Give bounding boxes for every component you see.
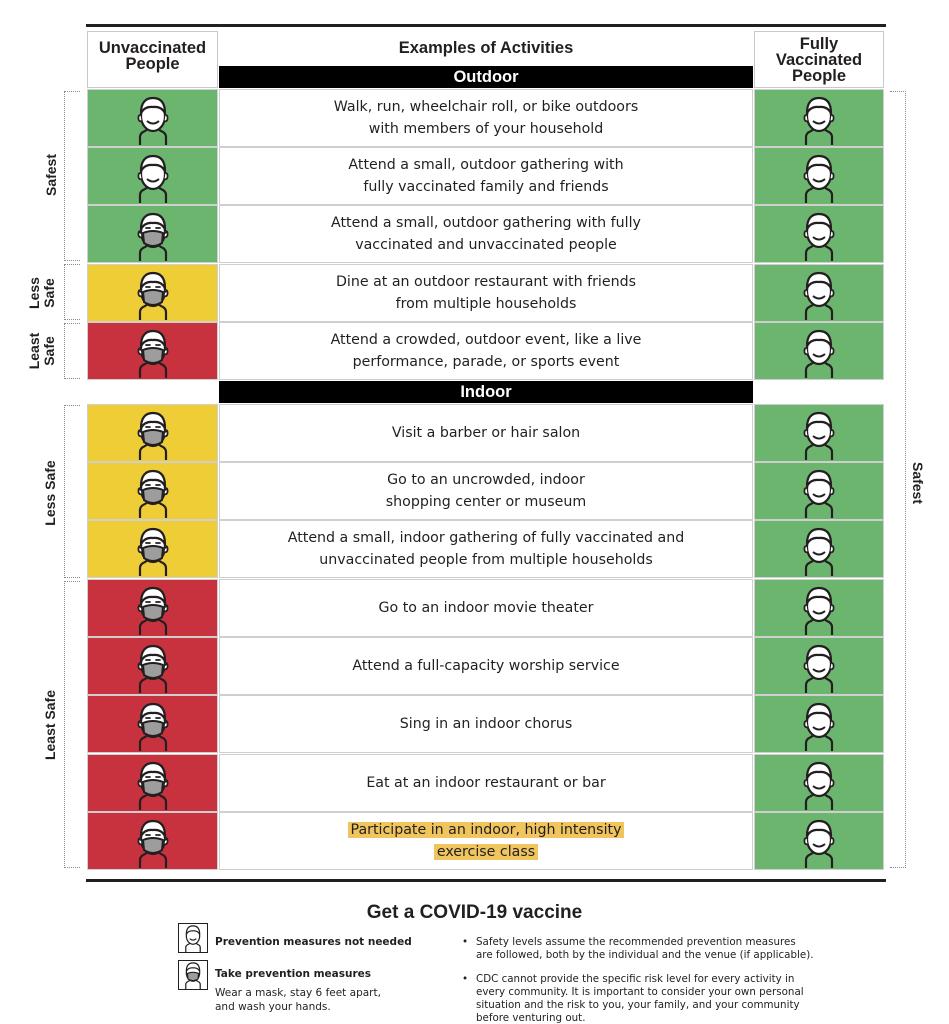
unvaccinated-risk-cell	[87, 322, 218, 380]
label-indoor-less-safe: Less Safe	[41, 460, 58, 526]
activity-line: Dine at an outdoor restaurant with friends	[336, 274, 636, 290]
footer-title: Get a COVID-19 vaccine	[366, 902, 583, 923]
header-activities	[219, 33, 753, 63]
activity-line: Sing in an indoor chorus	[399, 716, 573, 732]
unvaccinated-risk-cell	[87, 520, 218, 578]
section-outdoor-label: Outdoor	[453, 67, 519, 86]
activity-line: unvaccinated people from multiple households	[319, 552, 653, 568]
vaccinated-risk-cell	[754, 205, 884, 263]
vaccinated-risk-cell	[754, 579, 884, 637]
header-unvaccinated-label: Unvaccinated People	[98, 38, 207, 73]
vaccinated-risk-cell	[754, 264, 884, 322]
bracket-indoor-least-safe	[64, 581, 80, 868]
activity-line: Attend a small, indoor gathering of fully vaccinated and	[287, 530, 685, 546]
activity-text	[331, 212, 641, 256]
activity-line: Attend a small, outdoor gathering with	[348, 157, 624, 173]
vaccinated-risk-cell	[754, 322, 884, 380]
vaccinated-risk-cell	[754, 404, 884, 462]
top-rule	[86, 24, 886, 27]
activity-cell	[219, 812, 753, 870]
activity-text	[386, 469, 586, 513]
activity-text	[288, 527, 685, 571]
unmasked-face-icon	[797, 91, 841, 145]
unvaccinated-risk-cell	[87, 147, 218, 205]
section-band-outdoor	[219, 66, 753, 88]
activity-text	[352, 655, 619, 677]
unmasked-face-icon	[797, 697, 841, 751]
activity-text	[348, 154, 623, 198]
activity-cell	[219, 89, 753, 147]
unmasked-face-icon	[178, 923, 208, 953]
unvaccinated-risk-cell	[87, 404, 218, 462]
masked-face-icon	[131, 581, 175, 635]
masked-face-icon	[178, 960, 208, 990]
activity-line: from multiple households	[395, 296, 577, 312]
unvaccinated-risk-cell	[87, 754, 218, 812]
legend-measures-label: Take prevention measures	[215, 968, 372, 980]
unvaccinated-risk-cell	[87, 462, 218, 520]
bracket-outdoor-safest	[64, 91, 80, 261]
unmasked-face-icon	[797, 522, 841, 576]
masked-face-icon	[131, 207, 175, 261]
activity-text	[392, 422, 580, 444]
masked-face-icon	[131, 697, 175, 751]
vaccinated-risk-cell	[754, 520, 884, 578]
activity-line: shopping center or museum	[385, 494, 587, 510]
unmasked-face-icon	[797, 207, 841, 261]
masked-face-icon	[131, 406, 175, 460]
header-vaccinated	[754, 31, 884, 88]
unmasked-face-icon	[797, 324, 841, 378]
unvaccinated-risk-cell	[87, 264, 218, 322]
unvaccinated-risk-cell	[87, 812, 218, 870]
bracket-right-safest	[890, 91, 906, 868]
vaccinated-risk-cell	[754, 637, 884, 695]
activity-text	[336, 271, 636, 315]
activity-line: vaccinated and unvaccinated people	[355, 237, 617, 253]
activity-cell	[219, 695, 753, 753]
activity-text	[400, 713, 572, 735]
bracket-outdoor-less-safe	[64, 264, 80, 320]
unvaccinated-risk-cell	[87, 695, 218, 753]
legend-measures-desc: Wear a mask, stay 6 feet apart, and wash your hands.	[215, 987, 381, 1013]
label-outdoor-least-safe: Least Safe	[26, 332, 57, 370]
header-vaccinated-label: Fully Vaccinated People	[775, 34, 863, 85]
activity-line: Go to an indoor movie theater	[378, 600, 594, 616]
bracket-indoor-less-safe	[64, 405, 80, 578]
activity-line: Attend a crowded, outdoor event, like a live	[330, 332, 642, 348]
label-right-safest: Safest	[910, 461, 927, 505]
activity-cell	[219, 264, 753, 322]
activity-cell	[219, 579, 753, 637]
masked-face-icon	[131, 756, 175, 810]
bracket-outdoor-least-safe	[64, 323, 80, 379]
activity-line: Go to an uncrowded, indoor	[387, 472, 585, 488]
activity-line: Attend a small, outdoor gathering with fully	[331, 215, 641, 231]
activity-cell	[219, 520, 753, 578]
activity-line: Eat at an indoor restaurant or bar	[366, 775, 606, 791]
masked-face-icon	[131, 639, 175, 693]
activity-text	[331, 329, 642, 373]
unmasked-face-icon	[797, 406, 841, 460]
activity-text	[379, 597, 594, 619]
unmasked-face-icon	[797, 464, 841, 518]
activity-line: performance, parade, or sports event	[352, 354, 620, 370]
footer-note-1: • Safety levels assume the recommended prevention measures are followed, both by the individual and the venue (if applicable).	[462, 936, 822, 962]
activity-line: fully vaccinated family and friends	[363, 179, 609, 195]
activity-cell	[219, 754, 753, 812]
activity-cell	[219, 462, 753, 520]
section-indoor-label: Indoor	[460, 382, 512, 401]
section-band-indoor	[219, 381, 753, 403]
vaccinated-risk-cell	[754, 812, 884, 870]
activity-cell	[219, 147, 753, 205]
unmasked-face-icon	[131, 91, 175, 145]
legend-masked-face-svg	[180, 960, 206, 989]
masked-face-icon	[131, 266, 175, 320]
masked-face-icon	[131, 522, 175, 576]
label-indoor-least-safe: Least Safe	[41, 689, 58, 761]
vaccinated-risk-cell	[754, 754, 884, 812]
unvaccinated-risk-cell	[87, 579, 218, 637]
unvaccinated-risk-cell	[87, 205, 218, 263]
unmasked-face-icon	[797, 814, 841, 868]
activity-line: Visit a barber or hair salon	[391, 425, 581, 441]
activity-text	[366, 772, 605, 794]
masked-face-icon	[131, 464, 175, 518]
activity-line: exercise class	[434, 844, 538, 860]
activity-line: with members of your household	[368, 121, 604, 137]
unmasked-face-icon	[797, 639, 841, 693]
vaccinated-risk-cell	[754, 695, 884, 753]
unmasked-face-icon	[797, 756, 841, 810]
activity-text	[334, 96, 638, 140]
unvaccinated-risk-cell	[87, 637, 218, 695]
activity-cell	[219, 322, 753, 380]
masked-face-icon	[131, 324, 175, 378]
vaccinated-risk-cell	[754, 147, 884, 205]
vaccinated-risk-cell	[754, 89, 884, 147]
footer-note-2: • CDC cannot provide the specific risk level for every activity in every community. It is important to consider your own personal situation and the risk to you, your family, and your community before venturing out.	[462, 973, 822, 1024]
unmasked-face-icon	[797, 149, 841, 203]
label-outdoor-safest: Safest	[42, 153, 59, 197]
bottom-rule	[86, 879, 886, 882]
activity-cell	[219, 637, 753, 695]
legend-no-measures-label: Prevention measures not needed	[215, 936, 412, 948]
label-outdoor-less-safe: Less Safe	[26, 277, 57, 309]
unvaccinated-risk-cell	[87, 89, 218, 147]
header-activities-label: Examples of Activities	[398, 38, 574, 57]
activity-cell	[219, 404, 753, 462]
activity-line: Participate in an indoor, high intensity	[348, 822, 625, 838]
legend-unmasked-face-svg	[180, 923, 206, 952]
unmasked-face-icon	[797, 266, 841, 320]
activity-line: Attend a full-capacity worship service	[352, 658, 620, 674]
vaccinated-risk-cell	[754, 462, 884, 520]
header-unvaccinated	[87, 31, 218, 88]
masked-face-icon	[131, 814, 175, 868]
activity-text	[348, 819, 625, 863]
activity-line: Walk, run, wheelchair roll, or bike outdoors	[333, 99, 639, 115]
unmasked-face-icon	[131, 149, 175, 203]
activity-cell	[219, 205, 753, 263]
unmasked-face-icon	[797, 581, 841, 635]
